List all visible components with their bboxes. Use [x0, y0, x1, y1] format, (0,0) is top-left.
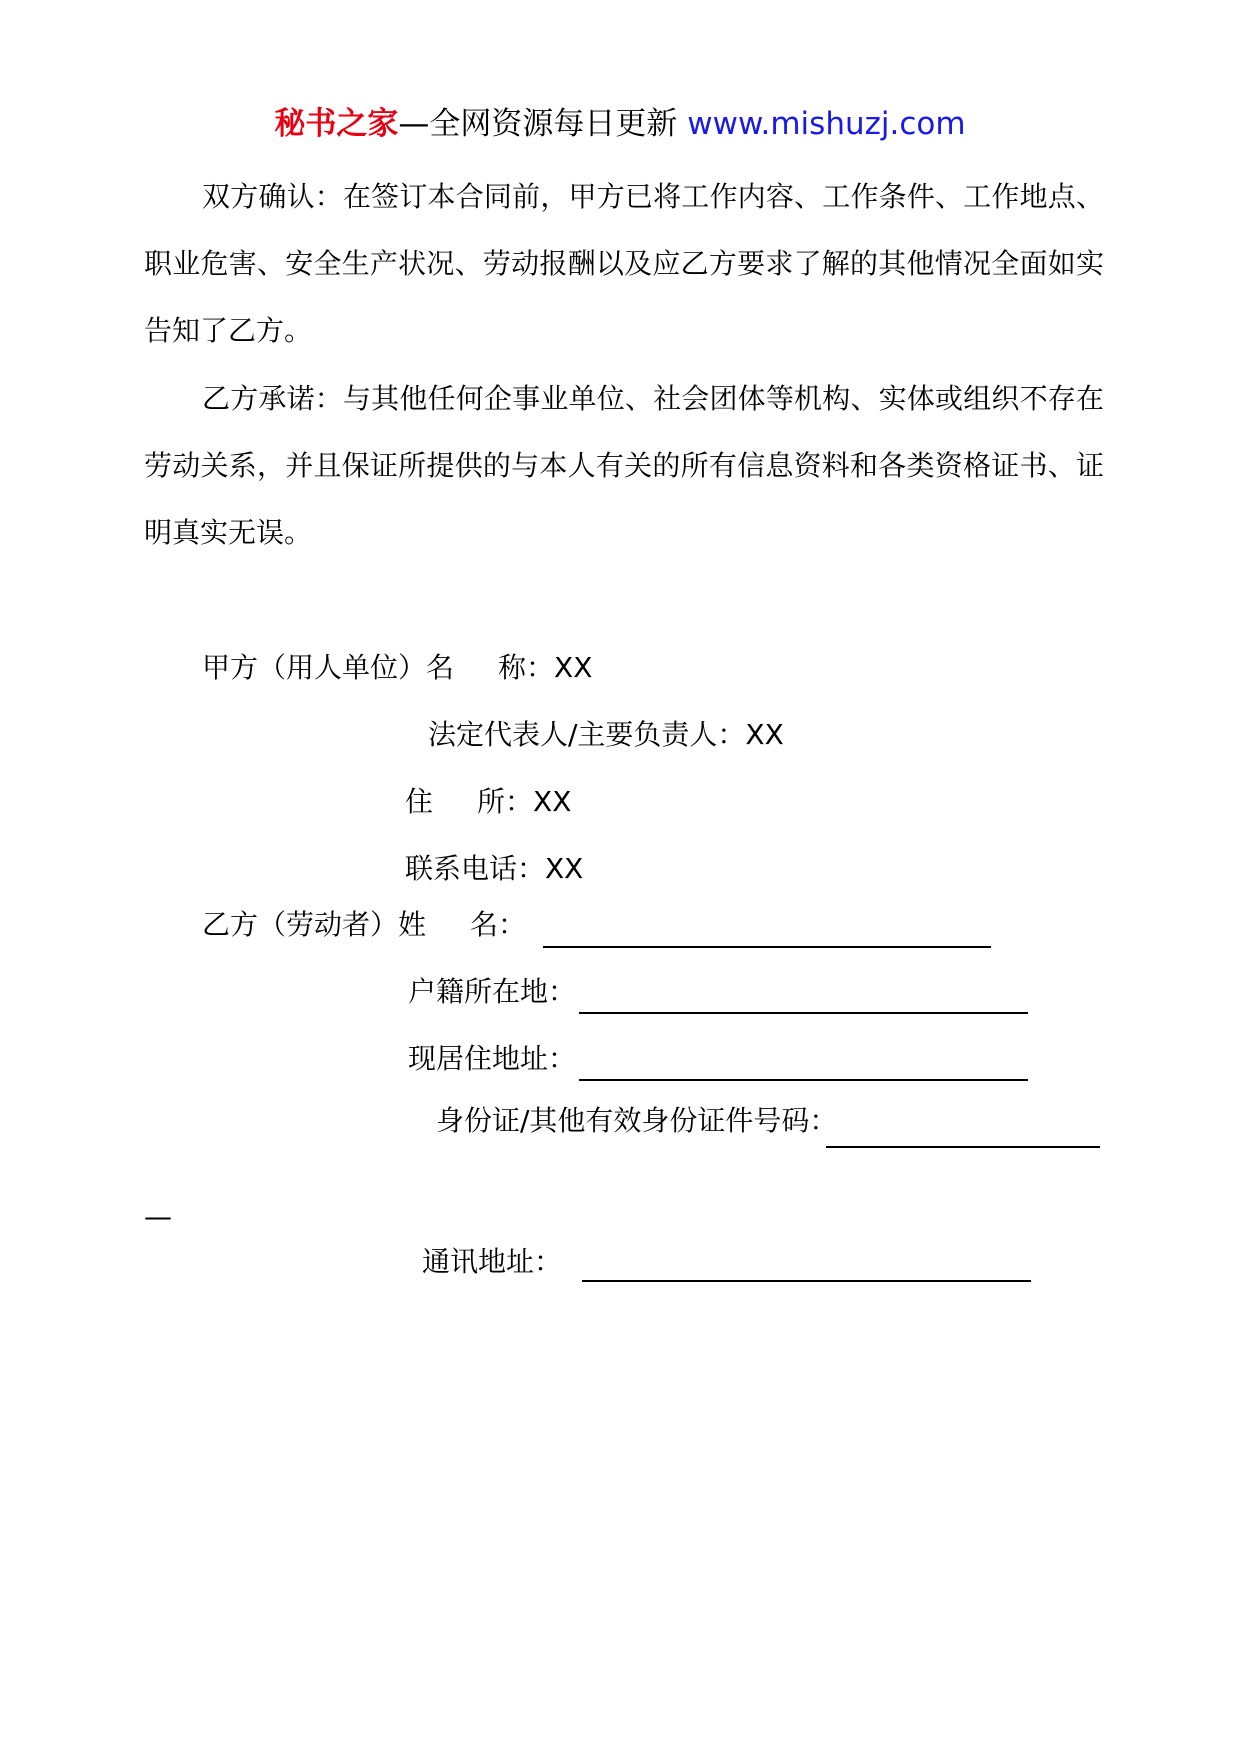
party-b-name-label: 乙方（劳动者）姓 — [202, 908, 427, 941]
website-link[interactable]: www.mishuzj.com — [687, 106, 966, 142]
address-label-first: 住 — [405, 785, 434, 818]
header-slogan: —全网资源每日更新 — [398, 106, 678, 142]
party-a-name-label: 甲方（用人单位）名 — [202, 651, 455, 684]
party-b-name-field — [202, 905, 526, 945]
confirmation-paragraph: 双方确认：在签订本合同前，甲方已将工作内容、工作条件、工作地点、职业危害、安全生产状况、劳动报酬以及应乙方要求了解的其他情况全面如实告知了乙方。 — [144, 180, 1104, 347]
address-label-rest: 所：XX — [477, 785, 572, 818]
household-blank[interactable] — [579, 1012, 1028, 1014]
brand-name: 秘书之家 — [274, 106, 399, 142]
party-a-phone-field: 联系电话：XX — [405, 852, 584, 885]
residence-label: 现居住地址： — [408, 1042, 577, 1075]
party-a-name-field — [202, 648, 592, 688]
id-number-overflow-dash: — — [144, 1200, 172, 1233]
mailing-address-blank[interactable] — [582, 1280, 1031, 1282]
legal-representative-field: 法定代表人/主要负责人：XX — [428, 718, 784, 751]
id-number-blank[interactable] — [826, 1146, 1100, 1148]
id-number-label: 身份证/其他有效身份证件号码： — [436, 1104, 838, 1137]
promise-paragraph: 乙方承诺：与其他任何企事业单位、社会团体等机构、实体或组织不存在劳动关系，并且保证所提供的与本人有关的所有信息资料和各类资格证书、证明真实无误。 — [144, 382, 1104, 549]
party-a-address-field — [405, 782, 571, 822]
party-a-name-value: 称：XX — [498, 651, 593, 684]
page-header — [0, 100, 1240, 148]
party-b-name-colon: 名： — [470, 908, 527, 941]
household-label: 户籍所在地： — [408, 975, 577, 1008]
mailing-address-label: 通讯地址： — [422, 1245, 563, 1278]
party-b-name-blank[interactable] — [543, 946, 991, 948]
residence-blank[interactable] — [579, 1079, 1028, 1081]
